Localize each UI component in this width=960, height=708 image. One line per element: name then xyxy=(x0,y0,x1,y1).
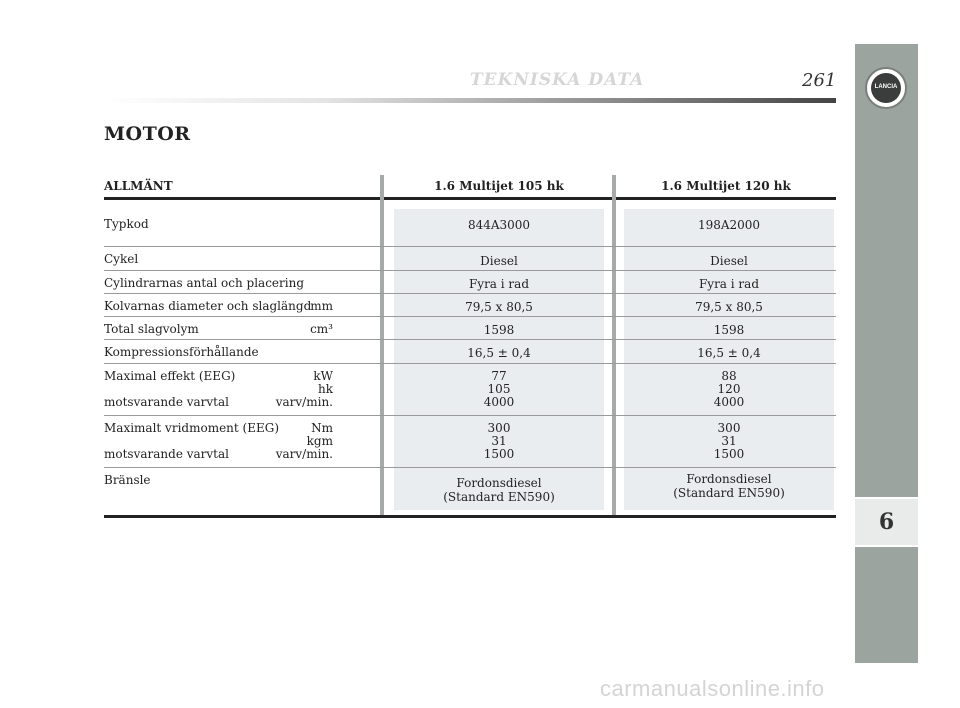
col-header-105hk: 1.6 Multijet 105 hk xyxy=(434,179,564,193)
label-vridmoment: Maximalt vridmoment (EEG) xyxy=(104,421,280,435)
value-moment-varv-120: 1500 xyxy=(713,447,745,461)
unit-effekt-kw: kW xyxy=(313,369,333,383)
value-kompression-120: 16,5 ± 0,4 xyxy=(697,346,761,360)
value-moment-kgm-120: 31 xyxy=(721,434,737,448)
specs-table xyxy=(104,175,836,520)
unit-vridmoment-varvtal: varv/min. xyxy=(275,447,333,461)
col-header-120hk: 1.6 Multijet 120 hk xyxy=(661,179,791,193)
value-bransle-120-line2: (Standard EN590) xyxy=(673,486,785,500)
value-slagvolym-105: 1598 xyxy=(483,323,515,337)
value-typkod-120: 198A2000 xyxy=(697,218,761,232)
value-cylindrar-120: Fyra i rad xyxy=(698,277,760,291)
label-cykel: Cykel xyxy=(104,252,139,266)
col-header-general: ALLMÄNT xyxy=(104,179,173,193)
value-kolv-105: 79,5 x 80,5 xyxy=(465,300,533,314)
row-divider xyxy=(104,467,836,468)
value-bransle-120-line1: Fordonsdiesel xyxy=(686,472,772,486)
row-divider xyxy=(104,415,836,416)
value-moment-kgm-105: 31 xyxy=(491,434,507,448)
value-slagvolym-120: 1598 xyxy=(713,323,745,337)
value-effekt-varv-120: 4000 xyxy=(713,395,745,409)
value-bransle-105-line1: Fordonsdiesel xyxy=(456,476,542,490)
value-effekt-varv-105: 4000 xyxy=(483,395,515,409)
unit-vridmoment-nm: Nm xyxy=(311,421,333,435)
value-effekt-kw-120: 88 xyxy=(721,369,737,383)
table-bottom-rule xyxy=(104,515,836,518)
section-title: MOTOR xyxy=(104,123,191,145)
value-cykel-120: Diesel xyxy=(710,254,748,268)
label-typkod: Typkod xyxy=(104,217,149,231)
value-bransle-105-line2: (Standard EN590) xyxy=(443,490,555,504)
page-number: 261 xyxy=(802,70,837,91)
row-divider xyxy=(104,270,836,271)
row-divider xyxy=(104,316,836,317)
label-effekt: Maximal effekt (EEG) xyxy=(104,369,236,383)
unit-effekt-varvtal: varv/min. xyxy=(275,395,333,409)
value-typkod-105: 844A3000 xyxy=(467,218,531,232)
header-rule xyxy=(104,98,836,103)
value-moment-varv-105: 1500 xyxy=(483,447,515,461)
value-effekt-hk-120: 120 xyxy=(717,382,741,396)
label-vridmoment-varvtal: motsvarande varvtal xyxy=(104,447,229,461)
value-moment-nm-120: 300 xyxy=(717,421,741,435)
label-effekt-varvtal: motsvarande varvtal xyxy=(104,395,229,409)
row-divider xyxy=(104,246,836,247)
watermark: carmanualsonline.info xyxy=(600,676,825,701)
logo-text: LANCIA xyxy=(874,84,898,90)
label-bransle: Bränsle xyxy=(104,473,151,487)
label-kolv: Kolvarnas diameter och slaglängd xyxy=(104,299,312,313)
lancia-logo-icon xyxy=(865,67,907,109)
label-slagvolym: Total slagvolym xyxy=(104,322,199,336)
value-kolv-120: 79,5 x 80,5 xyxy=(695,300,763,314)
unit-slagvolym: cm³ xyxy=(310,322,333,336)
unit-vridmoment-kgm: kgm xyxy=(306,434,333,448)
label-kompression: Kompressionsförhållande xyxy=(104,345,259,359)
chapter-tab[interactable]: 6 xyxy=(855,497,918,547)
unit-effekt-hk: hk xyxy=(318,382,333,396)
value-effekt-kw-105: 77 xyxy=(491,369,507,383)
value-moment-nm-105: 300 xyxy=(487,421,511,435)
label-cylindrar: Cylindrarnas antal och placering xyxy=(104,276,305,290)
unit-kolv: mm xyxy=(310,299,333,313)
row-divider xyxy=(104,339,836,340)
running-header-title: TEKNISKA DATA xyxy=(470,70,645,90)
value-effekt-hk-105: 105 xyxy=(487,382,511,396)
row-divider xyxy=(104,293,836,294)
chapter-sidebar xyxy=(855,44,918,663)
value-kompression-105: 16,5 ± 0,4 xyxy=(467,346,531,360)
header-rule-thick xyxy=(104,197,836,200)
row-divider xyxy=(104,363,836,364)
value-cylindrar-105: Fyra i rad xyxy=(468,277,530,291)
value-cykel-105: Diesel xyxy=(480,254,518,268)
